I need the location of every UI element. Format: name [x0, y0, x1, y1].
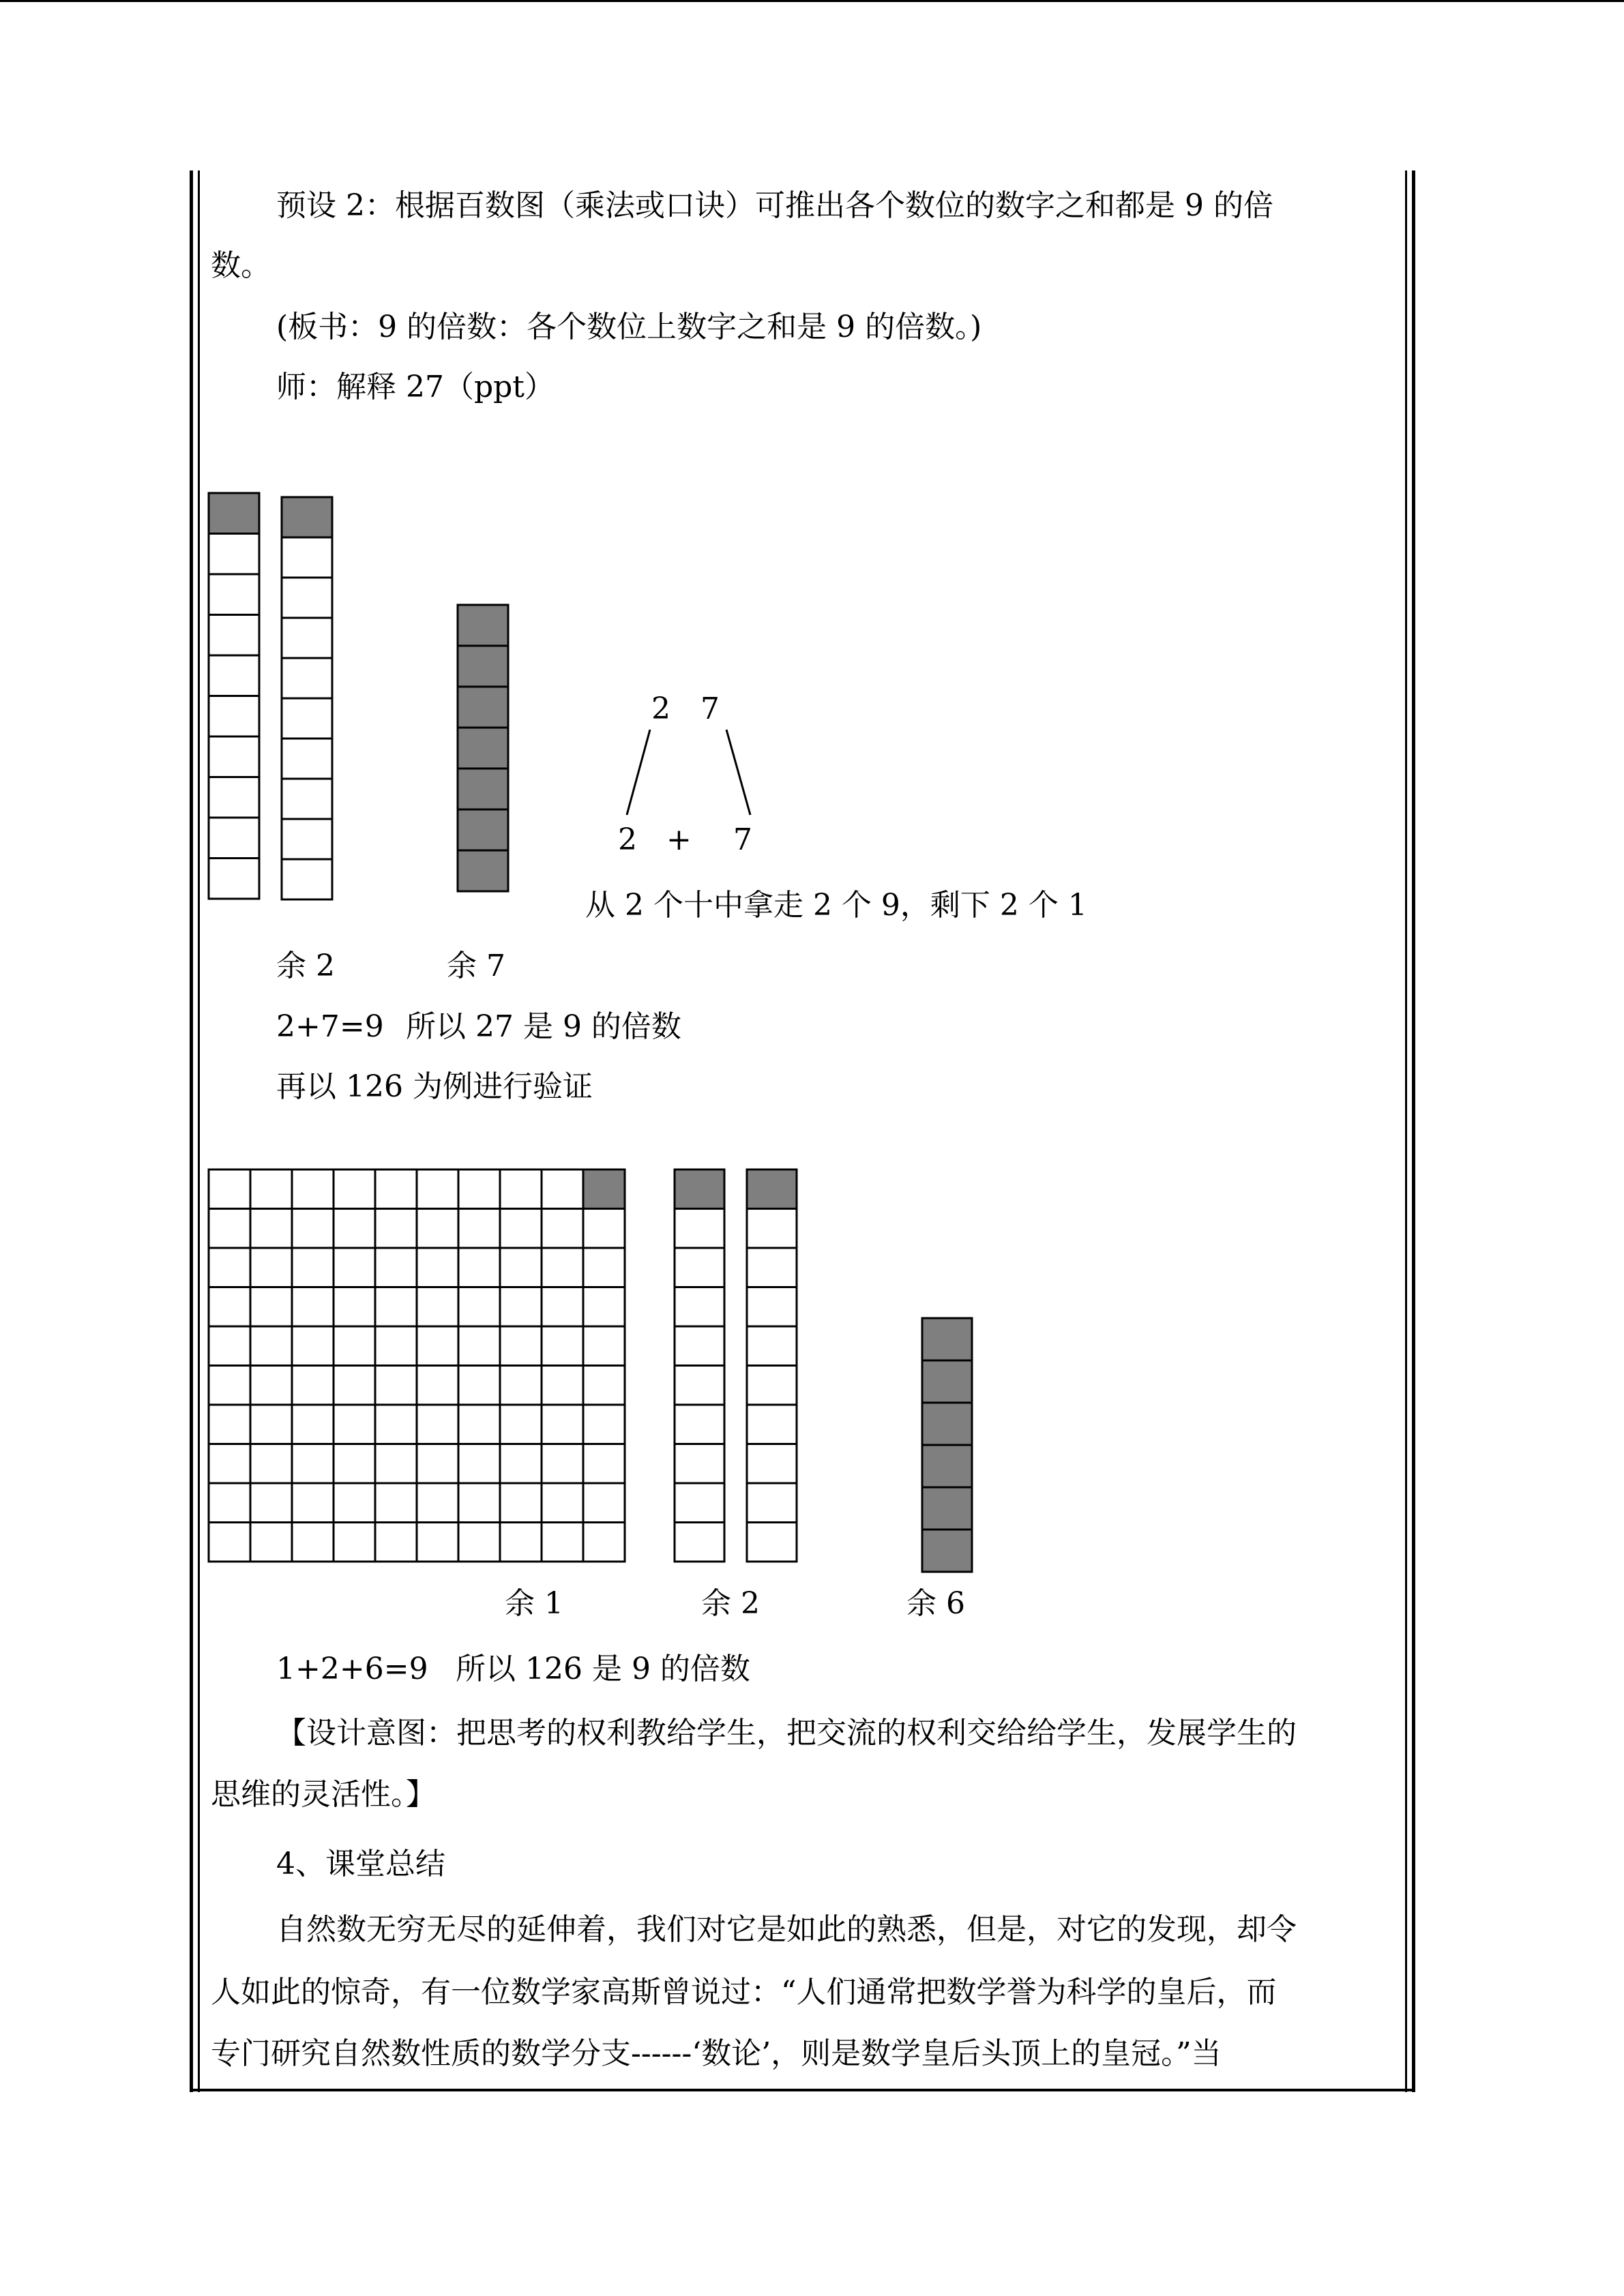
rod-cell [747, 1366, 797, 1405]
rod-cell [675, 1523, 724, 1562]
rod-cell [747, 1326, 797, 1366]
hundred-cell [375, 1209, 417, 1249]
ones-cell [922, 1403, 972, 1445]
hundred-cell [292, 1326, 334, 1366]
hundred-cell [250, 1287, 292, 1327]
hundred-cell [417, 1366, 458, 1405]
hundred-cell [250, 1248, 292, 1287]
hundred-cell [209, 1287, 250, 1327]
rod-cell [675, 1209, 724, 1249]
hundred-cell [334, 1444, 375, 1484]
hundred-cell [209, 1326, 250, 1366]
hundred-cell [334, 1248, 375, 1287]
rod-cell [282, 658, 332, 698]
rod-cell [747, 1405, 797, 1444]
rod-cell [282, 779, 332, 819]
rod-cell [282, 537, 332, 578]
hundred-cell [500, 1287, 542, 1327]
hundred-cell [209, 1444, 250, 1484]
rod-cell [747, 1483, 797, 1523]
summary-line3: 专门研究自然数性质的数学分支------‘数论’，则是数学皇后头顶上的皇冠。”当 [211, 2036, 1222, 2071]
hundred-cell [334, 1287, 375, 1327]
hundred-cell [292, 1366, 334, 1405]
rod-cell [675, 1287, 724, 1327]
hundred-cell [458, 1523, 500, 1562]
decomp-top-digit-2: 2 [651, 691, 670, 726]
hundred-cell [209, 1209, 250, 1249]
hundred-cell [583, 1287, 625, 1327]
rod-cell [675, 1326, 724, 1366]
ones-cell [458, 605, 508, 646]
hundred-cell [375, 1483, 417, 1523]
preset2-line1: 预设 2：根据百数图（乘法或口诀）可推出各个数位的数字之和都是 9 的倍 [276, 188, 1273, 223]
rod-cell [747, 1248, 797, 1287]
rod-cell [282, 618, 332, 658]
remainder-label-7: 余 7 [447, 949, 505, 983]
hundred-cell [334, 1169, 375, 1209]
hundred-cell [417, 1287, 458, 1327]
decomp-plus: + [666, 822, 692, 857]
hundred-cell [542, 1444, 583, 1484]
sum-27: 2+7=9 [276, 1009, 384, 1044]
hundred-cell [583, 1169, 625, 1209]
rod-cell [209, 493, 259, 534]
rod-cell [675, 1444, 724, 1484]
rod-cell [747, 1209, 797, 1249]
hundred-cell [542, 1326, 583, 1366]
ten-rod-1 [209, 493, 259, 899]
hundred-cell [417, 1248, 458, 1287]
hundred-cell [583, 1483, 625, 1523]
hundred-cell [542, 1523, 583, 1562]
hundred-cell [458, 1248, 500, 1287]
hundred-cell [458, 1209, 500, 1249]
ten-rod-3 [675, 1169, 724, 1562]
hundred-cell [500, 1209, 542, 1249]
ten-rod-4 [747, 1169, 797, 1562]
remainder-label-2b: 余 2 [701, 1586, 760, 1621]
ones-cell [458, 769, 508, 809]
hundred-cell [542, 1169, 583, 1209]
hundred-cell [375, 1326, 417, 1366]
hundred-cell [292, 1405, 334, 1444]
ones-cell [922, 1487, 972, 1530]
design-intent-line1: 【设计意图：把思考的权利教给学生，把交流的权利交给给学生，发展学生的 [276, 1716, 1297, 1750]
hundred-cell [375, 1248, 417, 1287]
hundred-cell [334, 1405, 375, 1444]
rod-cell [282, 698, 332, 739]
hundred-cell [375, 1169, 417, 1209]
rod-cell [282, 859, 332, 899]
board-note: (板书：9 的倍数：各个数位上数字之和是 9 的倍数。) [276, 310, 982, 344]
ones-stack-6 [922, 1318, 972, 1572]
hundred-cell [583, 1444, 625, 1484]
remainder-label-6: 余 6 [906, 1586, 965, 1621]
rod-cell [282, 497, 332, 537]
hundred-cell [417, 1209, 458, 1249]
rod-cell [209, 696, 259, 737]
hundred-cell [292, 1483, 334, 1523]
hundred-cell [334, 1209, 375, 1249]
hundred-cell [500, 1366, 542, 1405]
hundred-cell [250, 1405, 292, 1444]
ones-cell [458, 850, 508, 891]
hundred-cell [209, 1169, 250, 1209]
hundred-cell [209, 1483, 250, 1523]
rod-cell [209, 777, 259, 818]
hundred-cell [500, 1405, 542, 1444]
hundred-cell [292, 1287, 334, 1327]
rod-cell [209, 655, 259, 696]
hundred-cell [458, 1326, 500, 1366]
ones-cell [922, 1530, 972, 1572]
hundred-cell [209, 1248, 250, 1287]
ones-cell [922, 1445, 972, 1487]
hundred-cell [334, 1366, 375, 1405]
hundred-cell [542, 1405, 583, 1444]
hundred-cell [417, 1326, 458, 1366]
rod-cell [282, 819, 332, 859]
hundred-cell [458, 1366, 500, 1405]
hundred-square [209, 1169, 625, 1562]
rod-cell [209, 736, 259, 777]
hundred-cell [209, 1523, 250, 1562]
hundred-cell [292, 1523, 334, 1562]
so-27-conclusion: 所以 27 是 9 的倍数 [406, 1009, 681, 1044]
sum-126: 1+2+6=9 [276, 1652, 428, 1686]
hundred-cell [292, 1444, 334, 1484]
rod-cell [747, 1287, 797, 1327]
hundred-cell [542, 1209, 583, 1249]
hundred-cell [583, 1209, 625, 1249]
hundred-cell [417, 1405, 458, 1444]
hundred-cell [583, 1248, 625, 1287]
hundred-cell [458, 1405, 500, 1444]
rod-cell [747, 1169, 797, 1209]
remainder-label-2: 余 2 [276, 949, 335, 983]
hundred-cell [500, 1523, 542, 1562]
hundred-cell [583, 1405, 625, 1444]
hundred-cell [375, 1405, 417, 1444]
section-4-heading: 4、课堂总结 [276, 1847, 445, 1881]
ones-stack-7 [458, 605, 508, 891]
hundred-cell [500, 1248, 542, 1287]
rod-cell [282, 739, 332, 779]
hundred-cell [375, 1287, 417, 1327]
hundred-cell [292, 1169, 334, 1209]
hundred-cell [583, 1326, 625, 1366]
hundred-cell [250, 1169, 292, 1209]
hundred-cell [583, 1523, 625, 1562]
rod-cell [747, 1523, 797, 1562]
hundred-cell [417, 1483, 458, 1523]
ones-cell [922, 1318, 972, 1360]
verify-126: 再以 126 为例进行验证 [276, 1069, 593, 1104]
hundred-cell [334, 1326, 375, 1366]
hundred-cell [583, 1366, 625, 1405]
hundred-cell [209, 1366, 250, 1405]
hundred-cell [458, 1169, 500, 1209]
hundred-cell [542, 1248, 583, 1287]
hundred-cell [292, 1209, 334, 1249]
hundred-cell [334, 1483, 375, 1523]
decomp-bottom-right: 7 [733, 822, 752, 857]
hundred-cell [375, 1366, 417, 1405]
summary-line2: 人如此的惊奇，有一位数学家高斯曾说过：“人们通常把数学誉为科学的皇后，而 [211, 1975, 1277, 2010]
hundred-cell [417, 1444, 458, 1484]
hundred-cell [375, 1444, 417, 1484]
hundred-cell [542, 1483, 583, 1523]
decomposition-right-branch [726, 730, 750, 815]
rod-cell [675, 1169, 724, 1209]
hundred-cell [250, 1444, 292, 1484]
hundred-cell [458, 1287, 500, 1327]
hundred-cell [417, 1523, 458, 1562]
decomposition-left-branch [627, 730, 650, 815]
take-away-note: 从 2 个十中拿走 2 个 9，剩下 2 个 1 [585, 888, 1087, 923]
ones-cell [922, 1360, 972, 1403]
decomp-bottom-left: 2 [618, 822, 637, 857]
hundred-cell [458, 1483, 500, 1523]
hundred-cell [250, 1483, 292, 1523]
hundred-cell [417, 1169, 458, 1209]
ones-cell [458, 687, 508, 728]
rod-cell [209, 818, 259, 859]
rod-cell [675, 1248, 724, 1287]
preset2-line2: 数。 [211, 248, 271, 283]
ten-rod-2 [282, 497, 332, 899]
remainder-label-1: 余 1 [505, 1586, 563, 1621]
design-intent-line2: 思维的灵活性。】 [211, 1777, 436, 1812]
hundred-cell [500, 1444, 542, 1484]
rod-cell [675, 1405, 724, 1444]
rod-cell [209, 615, 259, 656]
rod-cell [209, 574, 259, 615]
decomp-top-digit-7: 7 [700, 691, 720, 726]
rod-cell [675, 1366, 724, 1405]
hundred-cell [542, 1287, 583, 1327]
rod-cell [747, 1444, 797, 1484]
so-126-conclusion: 所以 126 是 9 的倍数 [456, 1652, 750, 1686]
summary-line1: 自然数无穷无尽的延伸着，我们对它是如此的熟悉，但是，对它的发现，却令 [276, 1912, 1297, 1947]
hundred-cell [375, 1523, 417, 1562]
ones-cell [458, 809, 508, 850]
hundred-cell [500, 1169, 542, 1209]
hundred-cell [250, 1326, 292, 1366]
hundred-cell [542, 1366, 583, 1405]
rod-cell [282, 578, 332, 618]
hundred-cell [458, 1444, 500, 1484]
hundred-cell [209, 1405, 250, 1444]
rod-cell [209, 534, 259, 575]
rod-cell [675, 1483, 724, 1523]
ones-cell [458, 646, 508, 687]
ones-cell [458, 728, 508, 769]
hundred-cell [250, 1209, 292, 1249]
hundred-cell [500, 1326, 542, 1366]
hundred-cell [292, 1248, 334, 1287]
hundred-cell [334, 1523, 375, 1562]
hundred-cell [500, 1483, 542, 1523]
teacher-explain: 师：解释 27（ppt） [276, 370, 555, 404]
hundred-cell [250, 1523, 292, 1562]
rod-cell [209, 859, 259, 899]
hundred-cell [250, 1366, 292, 1405]
